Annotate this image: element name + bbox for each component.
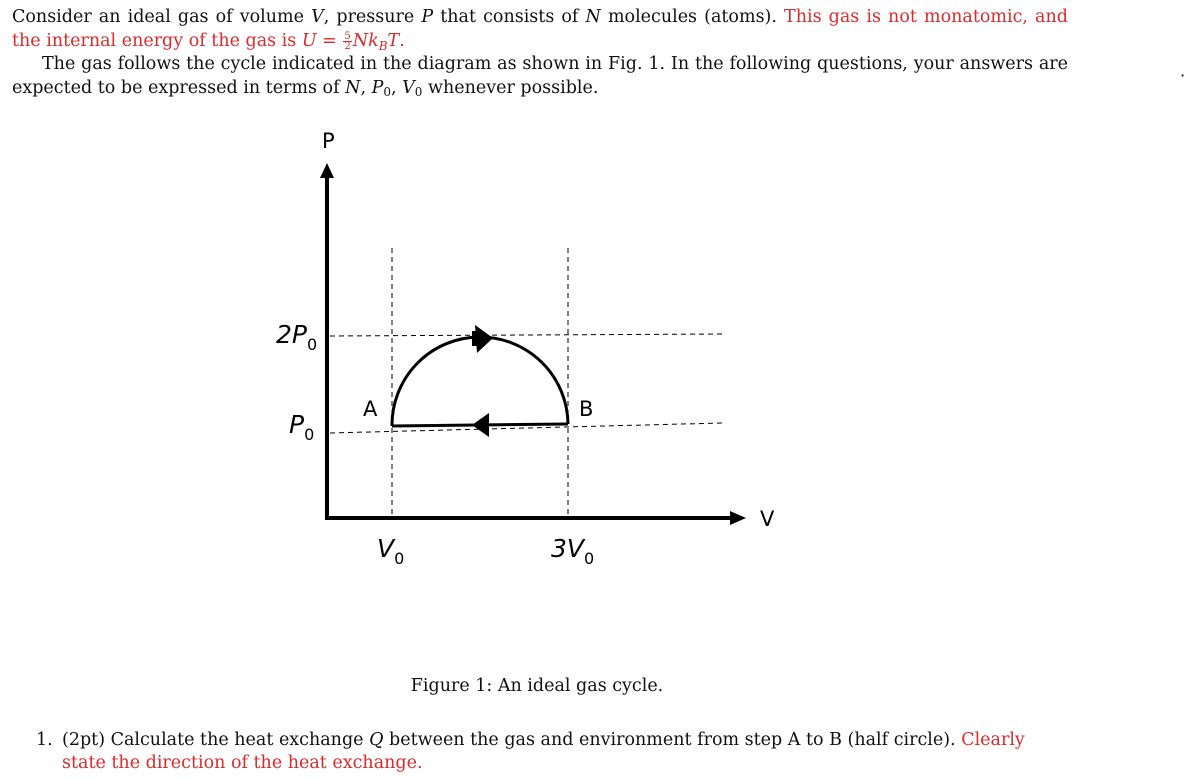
sub: 0 [304, 425, 315, 444]
var: V [377, 534, 395, 563]
intro-text: Consider an ideal gas of volume [12, 7, 304, 27]
question-number: 1. [36, 730, 53, 750]
guide-lines [330, 248, 722, 520]
math-var: P [421, 7, 434, 27]
intro-text: The gas follows the cycle indicated in the diagram as shown in Fig. 1. In the following questions, your answers are expected to be expressed in terms of [12, 54, 1068, 98]
guide-2p0 [330, 334, 722, 336]
intro-paragraph-1 [12, 6, 1068, 58]
fraction-numerator: 5 [344, 30, 351, 42]
math-var: V [402, 77, 415, 98]
var: P [291, 320, 307, 349]
red-text: This gas is not monatomic, and the internal energy of the gas is [12, 7, 1068, 51]
v-axis-arrow [730, 511, 746, 525]
energy-lhs: U = [301, 30, 337, 51]
math-var: V [311, 7, 324, 27]
figure-caption: Figure 1: An ideal gas cycle. [410, 676, 664, 696]
stray-dot: · [1180, 66, 1186, 85]
question-text [62, 729, 1068, 775]
intro-text: molecules (atoms). [607, 7, 777, 27]
math-var: Q [369, 730, 384, 750]
cycle [392, 325, 568, 437]
subscript: B [378, 38, 388, 53]
question-black-text: (2pt) Calculate the heat exchange [62, 730, 364, 750]
coef: 2 [276, 320, 292, 349]
half-circle-path [392, 337, 568, 426]
p-axis-arrow [320, 163, 334, 178]
label-3v0 [551, 534, 594, 568]
intro-text: whenever possible. [428, 77, 599, 98]
question-black-text: between the gas and environment from step A to B (half circle). [389, 730, 956, 750]
math-var: N [585, 7, 601, 27]
p-axis-label: P [322, 129, 335, 153]
label-v0 [377, 534, 404, 568]
sub: 0 [306, 335, 318, 354]
math-var: T [387, 30, 400, 51]
intro-text: that consists of [440, 7, 579, 27]
fraction [343, 32, 351, 51]
energy-rhs: Nk [352, 30, 379, 51]
period: . [399, 30, 405, 51]
axes [320, 163, 746, 525]
label-2p0 [276, 320, 317, 354]
intro-paragraph-2: The gas follows the cycle indicated in the diagram as shown in Fig. 1. In the following questions, your answers are expected to be expressed in terms of N, P0, V0 whenever possible. [12, 54, 1068, 99]
point-a-label: A [363, 397, 378, 421]
var: V [566, 534, 585, 563]
question-1 [36, 729, 1068, 775]
var: P [289, 410, 305, 439]
intro-text: , pressure [323, 7, 415, 27]
point-b-label: B [579, 397, 594, 421]
v-axis-label: V [760, 507, 775, 531]
sub: 0 [394, 549, 405, 568]
question-red-text: Clearly state the direction of the heat exchange. [62, 730, 1025, 773]
arrow-right-stem [472, 331, 480, 346]
sub: 0 [584, 549, 595, 568]
pv-diagram [0, 120, 1186, 580]
math-var: P [371, 77, 384, 98]
math-var: N [345, 77, 361, 98]
fraction-denominator: 2 [344, 40, 351, 52]
arrow-left [472, 413, 489, 437]
subscript: 0 [383, 84, 392, 99]
label-p0 [289, 410, 314, 444]
coef: 3 [551, 534, 567, 563]
subscript: 0 [414, 84, 423, 99]
